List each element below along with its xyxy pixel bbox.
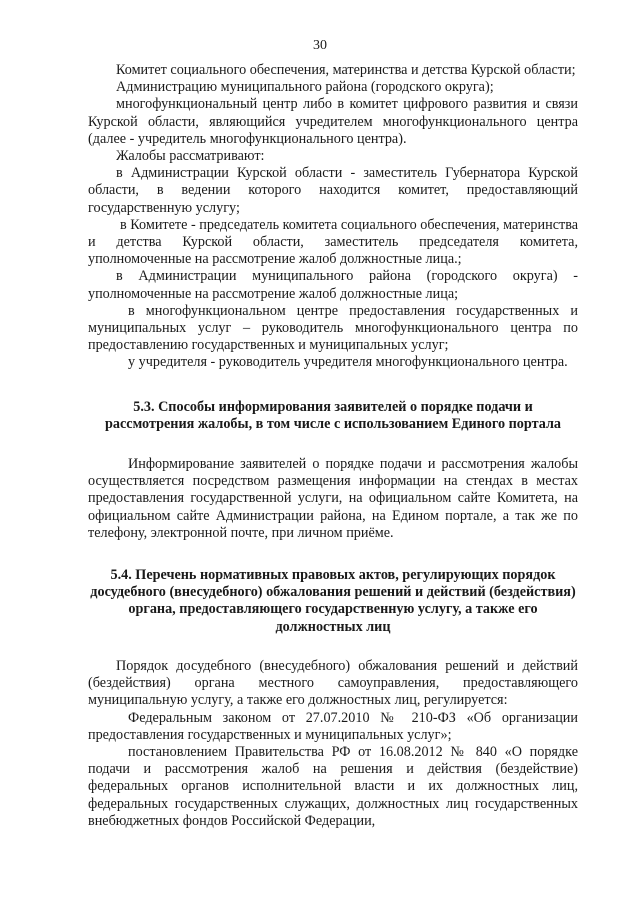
paragraph-municipal-admin: Администрацию муниципального района (городского округа); (116, 79, 494, 96)
paragraph-regional-admin: в Администрации Курской области - заместитель Губернатора Курской области, в ведении которого находится комитет, предоставляющий государственную услугу; (88, 165, 578, 216)
paragraph-federal-law: Федеральным законом от 27.07.2010 № 210-ФЗ «Об организации предоставления государственных и муниципальных услуг»; (88, 709, 578, 743)
section-heading-5-3: 5.3. Способы информирования заявителей о порядке подачи и рассмотрения жалобы, в том числе с использованием Единого портала (104, 398, 561, 432)
paragraph-founder: у учредителя - руководитель учредителя многофункционального центра. (128, 354, 568, 371)
paragraph-procedure: Порядок досудебного (внесудебного) обжалования решений и действий (бездействия) органа местного самоуправления, предоставляющего муниципальную услугу, а также его должностных лиц, регулируется: (88, 657, 578, 709)
document-body (88, 62, 578, 830)
paragraph-mfc: многофункциональный центр либо в комитет цифрового развития и связи Курской области, являющийся учредителем многофункционального центра (далее - учредитель многофункционального центра). (88, 96, 578, 147)
paragraph-in-mfc: в многофункциональном центре предоставления государственных и муниципальных услуг – руководитель многофункционального центра по предоставлению государственных и муниципальных услуг; (88, 302, 578, 354)
paragraph-in-municipal-admin: в Администрации муниципального района (городского округа) - уполномоченные на рассмотрение жалоб должностные лица; (88, 268, 578, 302)
paragraph-complaints-reviewed: Жалобы рассматривают: (116, 148, 265, 165)
paragraph-informing: Информирование заявителей о порядке подачи и рассмотрения жалобы осуществляется посредством размещения информации на стендах в местах предоставления государственной услуги, на официальном сайте Комитета, на официальном сайте Администрации района, на Едином портале, а так же по телефону, электронной почте, при личном приёме. (88, 456, 578, 541)
paragraph-in-committee: в Комитете - председатель комитета социального обеспечения, материнства и детства Курской области, заместитель председателя комитета, уполномоченные на рассмотрение жалоб должностные лица.; (88, 216, 578, 268)
paragraph-government-decree: постановлением Правительства РФ от 16.08.2012 № 840 «О порядке подачи и рассмотрения жалоб на решения и действия (бездействие) федеральных органов исполнительной власти и их должностных лиц, федеральных государственных служащих, должностных лиц государственных внебюджетных фондов Российской Федерации, (88, 743, 578, 829)
section-heading-5-4: 5.4. Перечень нормативных правовых актов, регулирующих порядок досудебного (внесудебного) обжалования решений и действий (бездействия) органа, предоставляющего государственную услугу, а также его должностных лиц (90, 567, 576, 635)
page-number: 30 (313, 38, 327, 53)
paragraph-committee: Комитет социального обеспечения, материнства и детства Курской области; (116, 62, 576, 78)
